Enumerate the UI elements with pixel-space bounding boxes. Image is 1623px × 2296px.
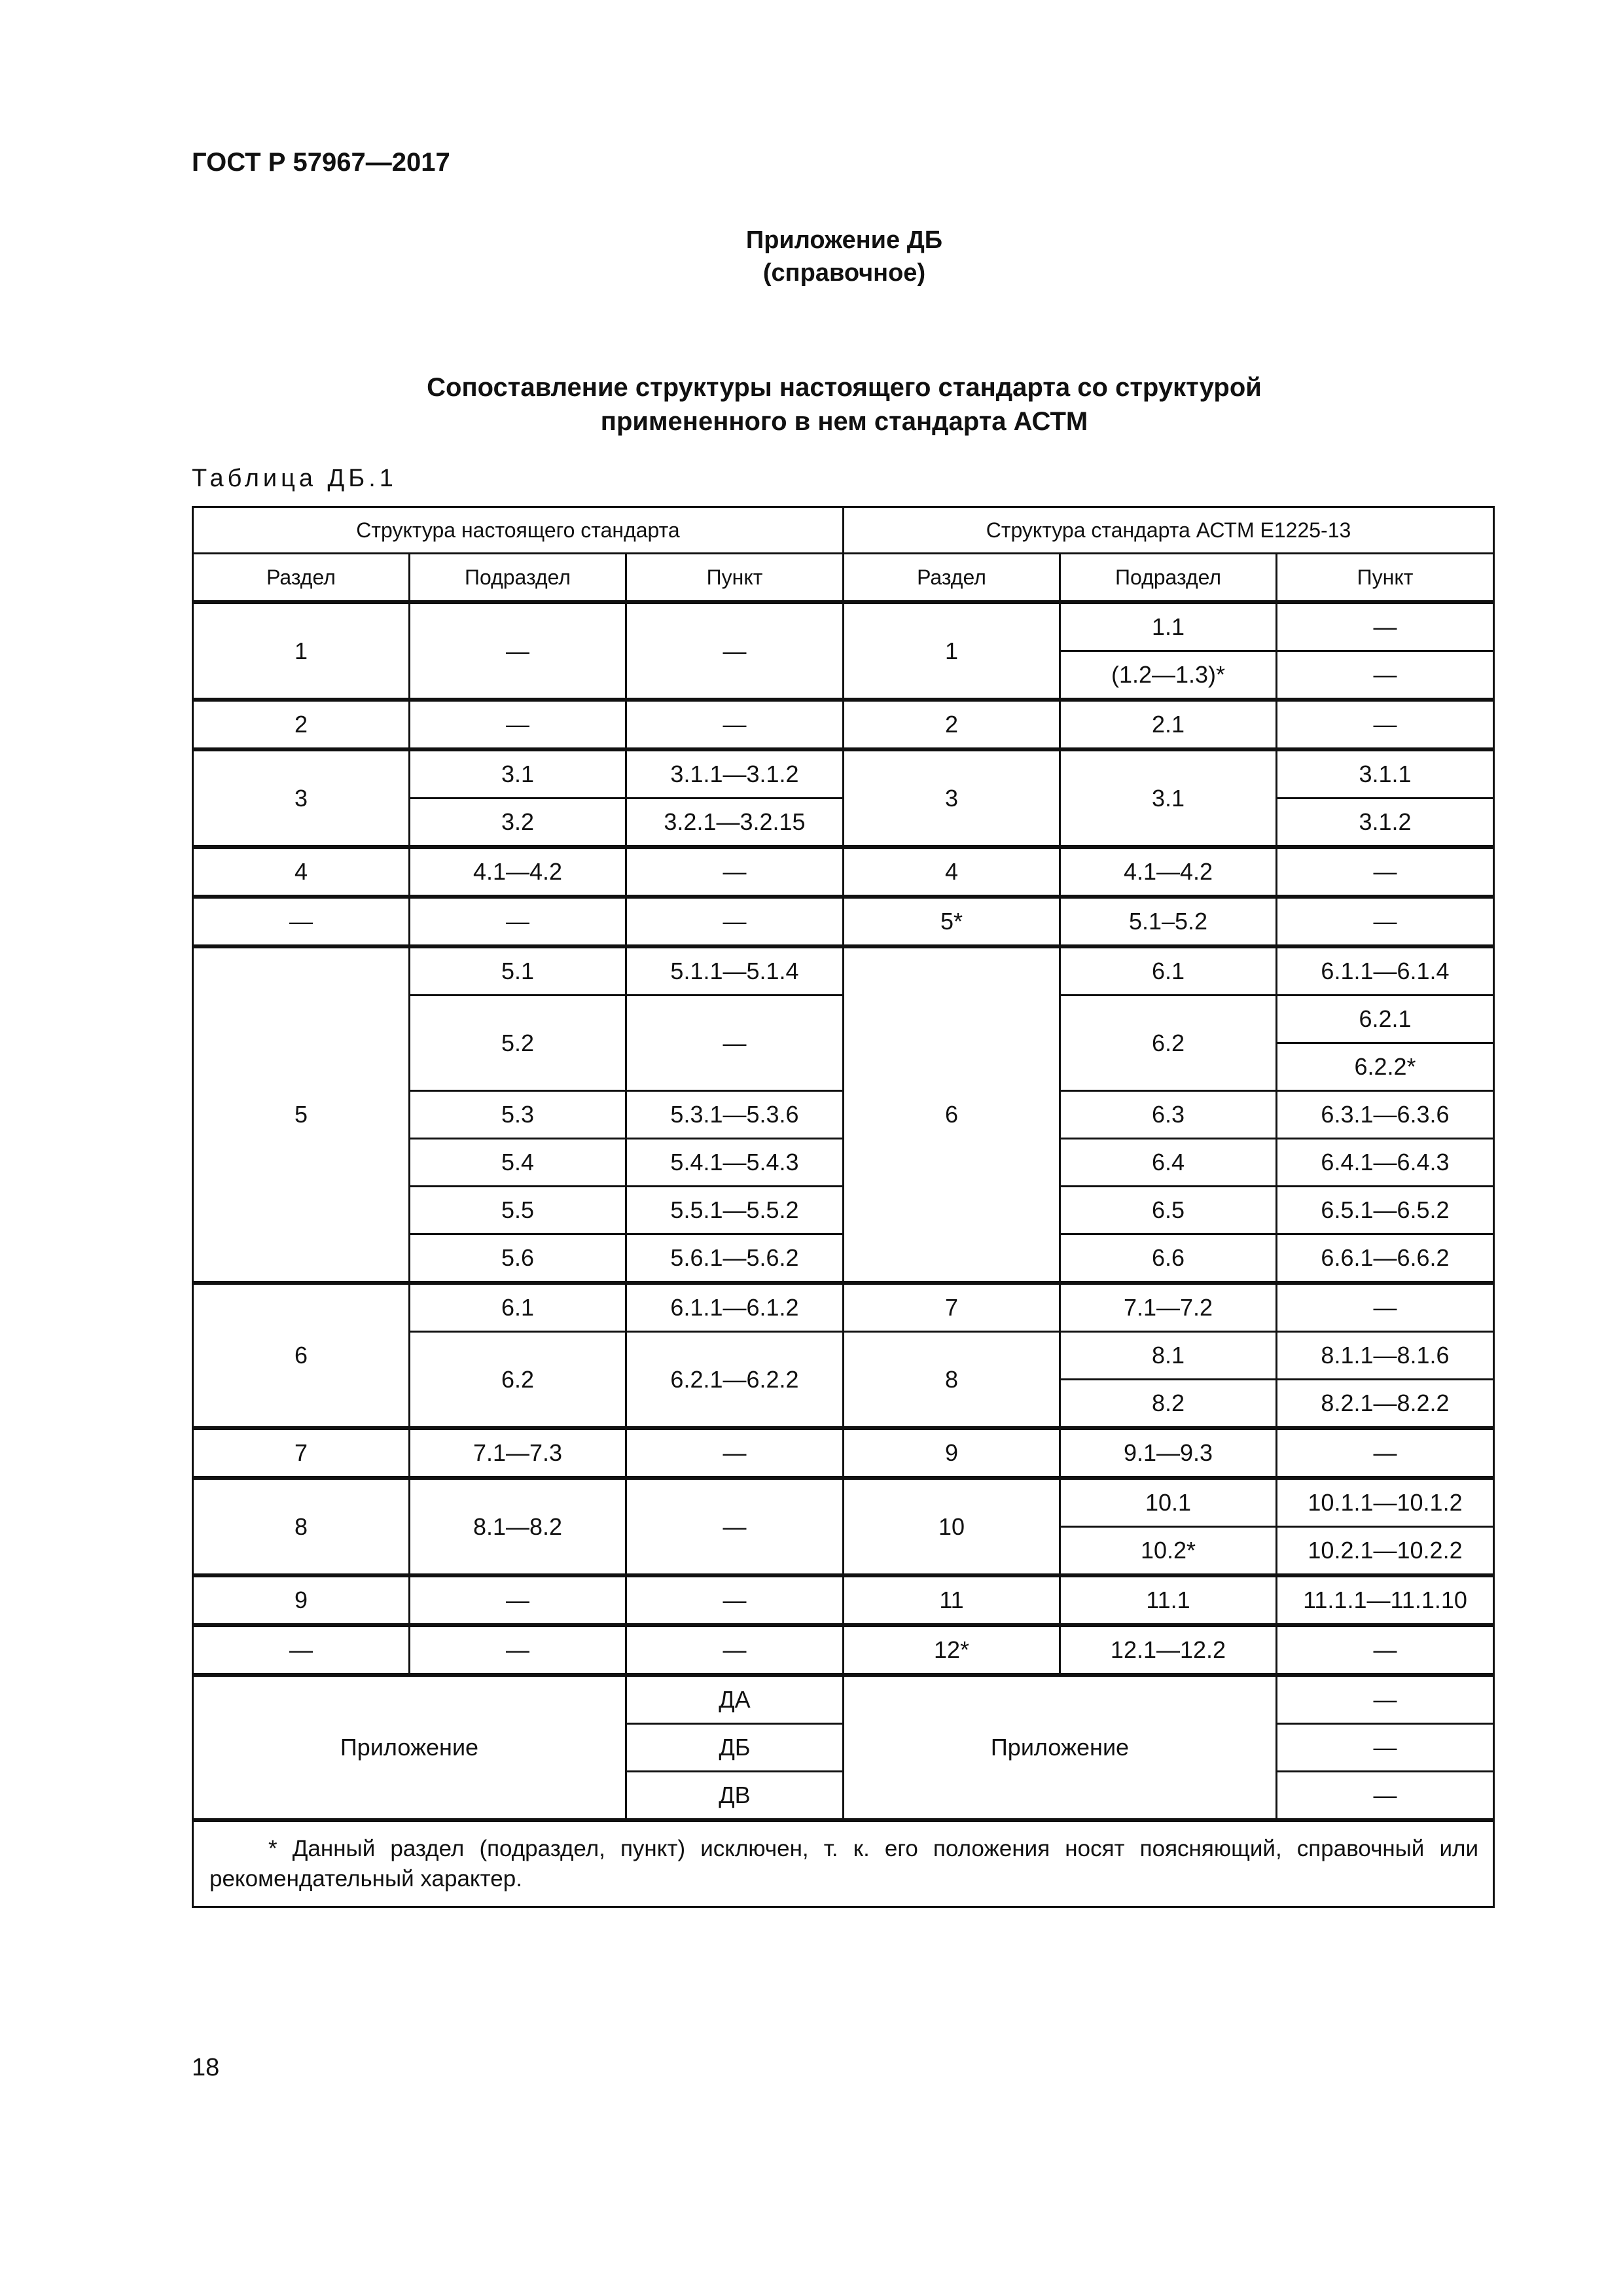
table-cell: 12* — [844, 1625, 1060, 1675]
table-cell: — — [626, 602, 844, 700]
table-cell: 1 — [193, 602, 410, 700]
table-cell: 2 — [193, 700, 410, 749]
table-cell: 6.3 — [1060, 1091, 1277, 1139]
table-cell: 5.1 — [410, 946, 626, 996]
table-row — [193, 1675, 1494, 1724]
table-row — [193, 946, 1494, 996]
table-cell: 8.2 — [1060, 1380, 1277, 1429]
table-cell: 5.3 — [410, 1091, 626, 1139]
table-cell: — — [410, 602, 626, 700]
table-cell: 5.5 — [410, 1187, 626, 1234]
table-cell: 3.2.1—3.2.15 — [626, 798, 844, 848]
table-cell: 6.2 — [1060, 996, 1277, 1091]
table-cell: 4 — [193, 847, 410, 897]
table-row — [193, 1428, 1494, 1478]
table-cell: — — [1277, 651, 1494, 700]
table-cell: 1.1 — [1060, 602, 1277, 651]
table-cell: 1 — [844, 602, 1060, 700]
table-cell: 6 — [193, 1283, 410, 1428]
table-cell: ДБ — [626, 1724, 844, 1772]
column-header-subsection: Подраздел — [410, 554, 626, 603]
table-title — [327, 370, 1361, 439]
table-cell: 6 — [844, 946, 1060, 1283]
table-footnote-cell — [193, 1820, 1494, 1907]
table-title-line1: Сопоставление структуры настоящего стандарта со структурой — [427, 373, 1262, 402]
table-cell: 5.1–5.2 — [1060, 897, 1277, 946]
table-cell: — — [626, 1575, 844, 1625]
table-cell: 8.2.1—8.2.2 — [1277, 1380, 1494, 1429]
group-header-this-standard: Структура настоящего стандарта — [193, 507, 844, 554]
table-cell: ДВ — [626, 1772, 844, 1821]
table-cell: — — [1277, 897, 1494, 946]
table-cell: 4.1—4.2 — [1060, 847, 1277, 897]
table-cell: — — [626, 897, 844, 946]
table-row — [193, 700, 1494, 749]
table-cell: ДА — [626, 1675, 844, 1724]
table-cell: 6.2.1—6.2.2 — [626, 1332, 844, 1429]
annex-heading — [0, 224, 1623, 289]
table-cell: 5.5.1—5.5.2 — [626, 1187, 844, 1234]
table-cell: 10.2* — [1060, 1527, 1277, 1576]
table-cell: 3.1 — [1060, 749, 1277, 847]
appendix-label-cell: Приложение — [193, 1675, 626, 1820]
table-cell: — — [1277, 1675, 1494, 1724]
table-cell: 5.6.1—5.6.2 — [626, 1234, 844, 1283]
table-cell: — — [1277, 847, 1494, 897]
table-cell: 6.2.1 — [1277, 996, 1494, 1043]
column-header-astm-subsection: Подраздел — [1060, 554, 1277, 603]
table-cell: — — [410, 700, 626, 749]
table-cell: 6.4.1—6.4.3 — [1277, 1139, 1494, 1187]
table-cell: 10.1 — [1060, 1478, 1277, 1527]
table-cell: 3.1.2 — [1277, 798, 1494, 848]
table-cell: 2.1 — [1060, 700, 1277, 749]
table-cell: 12.1—12.2 — [1060, 1625, 1277, 1675]
page-number: 18 — [192, 2054, 220, 2081]
table-cell: 3.1.1 — [1277, 749, 1494, 798]
table-cell: 5.4 — [410, 1139, 626, 1187]
table-cell: 6.6.1—6.6.2 — [1277, 1234, 1494, 1283]
table-cell: 6.1.1—6.1.4 — [1277, 946, 1494, 996]
table-cell: — — [193, 897, 410, 946]
astm-appendix-label-cell: Приложение — [844, 1675, 1277, 1820]
table-cell: 9.1—9.3 — [1060, 1428, 1277, 1478]
table-row — [193, 847, 1494, 897]
table-cell: 11.1.1—11.1.10 — [1277, 1575, 1494, 1625]
table-cell: (1.2—1.3)* — [1060, 651, 1277, 700]
table-cell: 8 — [844, 1332, 1060, 1429]
table-cell: — — [1277, 700, 1494, 749]
table-cell: 7 — [844, 1283, 1060, 1332]
table-row — [193, 1625, 1494, 1675]
table-cell: 9 — [193, 1575, 410, 1625]
table-cell: — — [193, 1625, 410, 1675]
table-cell: 3 — [193, 749, 410, 847]
table-cell: — — [1277, 1625, 1494, 1675]
table-cell: — — [1277, 1724, 1494, 1772]
column-header-section: Раздел — [193, 554, 410, 603]
table-title-line2: примененного в нем стандарта АСТМ — [600, 407, 1088, 436]
table-cell: 4.1—4.2 — [410, 847, 626, 897]
table-cell: — — [1277, 1428, 1494, 1478]
table-cell: 5.1.1—5.1.4 — [626, 946, 844, 996]
table-cell: — — [626, 700, 844, 749]
table-cell: 6.4 — [1060, 1139, 1277, 1187]
table-cell: — — [410, 897, 626, 946]
table-cell: 6.2 — [410, 1332, 626, 1429]
table-cell: 5.6 — [410, 1234, 626, 1283]
table-row — [193, 602, 1494, 651]
table-row — [193, 1575, 1494, 1625]
table-cell: — — [1277, 602, 1494, 651]
table-cell: 8.1.1—8.1.6 — [1277, 1332, 1494, 1380]
group-header-astm-standard: Структура стандарта АСТМ E1225-13 — [844, 507, 1494, 554]
table-cell: 3.1.1—3.1.2 — [626, 749, 844, 798]
table-row — [193, 1478, 1494, 1527]
table-cell: — — [626, 1428, 844, 1478]
table-cell: 6.1 — [1060, 946, 1277, 996]
column-header-clause: Пункт — [626, 554, 844, 603]
table-footnote-row — [193, 1820, 1494, 1907]
table-footnote: * Данный раздел (подраздел, пункт) исключен, т. к. его положения носят поясняющий, справочный или рекомендательный характер. — [209, 1836, 1478, 1892]
structure-comparison-table — [192, 506, 1495, 1908]
annex-kind: (справочное) — [762, 259, 926, 287]
table-cell: 9 — [844, 1428, 1060, 1478]
table-cell: 6.5 — [1060, 1187, 1277, 1234]
table-cell: 5.2 — [410, 996, 626, 1091]
table-cell: 8.1—8.2 — [410, 1478, 626, 1575]
table-cell: 2 — [844, 700, 1060, 749]
table-cell: — — [626, 996, 844, 1091]
table-cell: 6.5.1—6.5.2 — [1277, 1187, 1494, 1234]
table-cell: 3 — [844, 749, 1060, 847]
column-header-astm-clause: Пункт — [1277, 554, 1494, 603]
table-row — [193, 749, 1494, 798]
table-cell: — — [410, 1625, 626, 1675]
table-cell: 3.1 — [410, 749, 626, 798]
table-cell: — — [1277, 1283, 1494, 1332]
table-cell: 11.1 — [1060, 1575, 1277, 1625]
document-code: ГОСТ Р 57967—2017 — [192, 148, 450, 177]
table-cell: 4 — [844, 847, 1060, 897]
table-cell: 10.1.1—10.1.2 — [1277, 1478, 1494, 1527]
table-cell: — — [626, 1478, 844, 1575]
table-cell: 5.4.1—5.4.3 — [626, 1139, 844, 1187]
table-cell: 6.2.2* — [1277, 1043, 1494, 1091]
table-cell: 7.1—7.3 — [410, 1428, 626, 1478]
table-cell: 7 — [193, 1428, 410, 1478]
table-cell: 8 — [193, 1478, 410, 1575]
table-cell: 6.3.1—6.3.6 — [1277, 1091, 1494, 1139]
table-row — [193, 1283, 1494, 1332]
table-cell: — — [410, 1575, 626, 1625]
table-cell: 5 — [193, 946, 410, 1283]
column-header-astm-section: Раздел — [844, 554, 1060, 603]
table-cell: 7.1—7.2 — [1060, 1283, 1277, 1332]
table-cell: 10 — [844, 1478, 1060, 1575]
table-row — [193, 897, 1494, 946]
table-cell: 6.1.1—6.1.2 — [626, 1283, 844, 1332]
table-cell: 10.2.1—10.2.2 — [1277, 1527, 1494, 1576]
table-cell: — — [626, 847, 844, 897]
table-label: Таблица ДБ.1 — [192, 465, 397, 492]
table-cell: 5.3.1—5.3.6 — [626, 1091, 844, 1139]
table-cell: — — [626, 1625, 844, 1675]
annex-title: Приложение ДБ — [745, 226, 943, 254]
table-cell: 8.1 — [1060, 1332, 1277, 1380]
table-cell: — — [1277, 1772, 1494, 1821]
table-cell: 11 — [844, 1575, 1060, 1625]
table-cell: 5* — [844, 897, 1060, 946]
table-cell: 3.2 — [410, 798, 626, 848]
table-cell: 6.1 — [410, 1283, 626, 1332]
table-cell: 6.6 — [1060, 1234, 1277, 1283]
